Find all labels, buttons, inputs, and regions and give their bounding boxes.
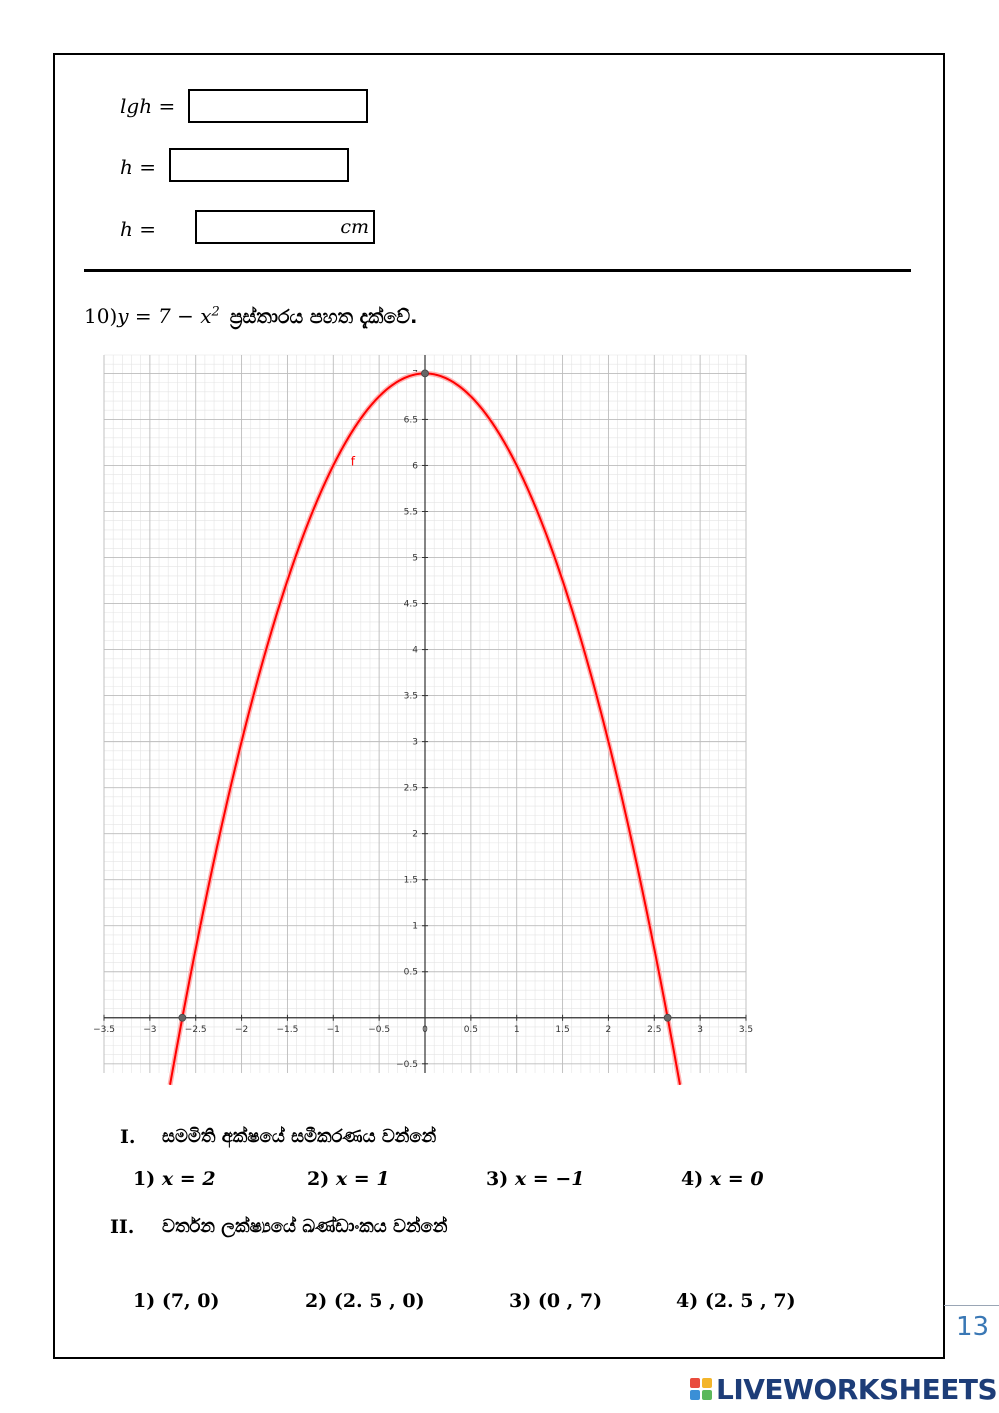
y-tick-label: 6.5 — [403, 415, 418, 426]
q1-option-1[interactable] — [133, 1168, 216, 1190]
x-tick-label: 0 — [422, 1024, 428, 1035]
liveworksheets-logo-icon — [690, 1378, 712, 1400]
graph-point — [179, 1014, 186, 1021]
y-tick-label: 3.5 — [403, 691, 418, 702]
y-tick-label: 2.5 — [403, 783, 418, 794]
option-number: 4) — [681, 1168, 704, 1190]
answer-label-h1: h = — [120, 155, 156, 179]
q2-option-1[interactable] — [133, 1290, 220, 1312]
y-tick-label: −0.5 — [396, 1059, 418, 1070]
option-value: x = 1 — [335, 1168, 390, 1190]
x-tick-label: −2 — [234, 1024, 249, 1035]
graph-point — [664, 1014, 671, 1021]
subquestion-1-numeral: I. — [120, 1126, 136, 1148]
x-tick-label: −1.5 — [276, 1024, 299, 1035]
q1-option-2[interactable] — [307, 1168, 390, 1190]
option-value: (2. 5 , 0) — [333, 1290, 425, 1312]
answer-box-h-cm[interactable] — [195, 210, 375, 244]
y-tick-label: 5.5 — [403, 507, 418, 518]
q1-option-3[interactable] — [486, 1168, 584, 1190]
x-tick-label: −2.5 — [184, 1024, 207, 1035]
liveworksheets-brand: LIVEWORKSHEETS — [716, 1373, 998, 1406]
option-number: 3) — [486, 1168, 509, 1190]
y-tick-label: 4 — [412, 645, 418, 656]
question-10-heading — [84, 304, 417, 328]
q2-option-2[interactable] — [305, 1290, 425, 1312]
answer-label-h2: h = — [120, 217, 156, 241]
option-value: (2. 5 , 7) — [704, 1290, 796, 1312]
y-tick-label: 1 — [412, 921, 418, 932]
question-exponent: 2 — [211, 304, 220, 320]
x-tick-label: −3 — [143, 1024, 157, 1035]
y-tick-label: 5 — [412, 553, 418, 564]
q1-option-4[interactable] — [681, 1168, 764, 1190]
page-number: 13 — [956, 1312, 990, 1342]
y-tick-label: 2 — [412, 829, 418, 840]
question-equation: y = 7 − x — [117, 304, 212, 328]
y-tick-label: 0.5 — [403, 967, 418, 978]
option-value: (0 , 7) — [537, 1290, 603, 1312]
x-tick-label: −3.5 — [93, 1024, 115, 1035]
answer-box-lgh[interactable] — [188, 89, 368, 123]
y-tick-label: 6 — [412, 461, 418, 472]
x-tick-label: −1 — [326, 1024, 340, 1035]
x-tick-label: 3 — [697, 1024, 704, 1035]
option-value: x = 2 — [161, 1168, 216, 1190]
curve-label: f — [350, 454, 355, 469]
subquestion-2-numeral: II. — [110, 1216, 135, 1238]
option-value: (7, 0) — [161, 1290, 220, 1312]
subquestion-1-text: සමමිති අක්ෂයේ සමීකරණය වන්නේ — [162, 1126, 437, 1147]
answer-label-lgh: lgh = — [120, 94, 176, 118]
section-divider — [84, 269, 911, 272]
unit-cm: cm — [340, 216, 369, 238]
page-number-box — [944, 1305, 999, 1351]
x-tick-label: 2.5 — [647, 1024, 662, 1035]
option-value: x = 0 — [709, 1168, 764, 1190]
option-number: 1) — [133, 1168, 156, 1190]
q2-option-4[interactable] — [676, 1290, 796, 1312]
option-value: x = −1 — [514, 1168, 585, 1190]
x-tick-label: 3.5 — [738, 1024, 754, 1035]
x-tick-label: −0.5 — [368, 1024, 391, 1035]
x-tick-label: 1 — [513, 1024, 520, 1035]
x-tick-label: 2 — [605, 1024, 612, 1035]
option-number: 2) — [305, 1290, 328, 1312]
question-number: 10) — [84, 304, 118, 328]
option-number: 2) — [307, 1168, 330, 1190]
y-tick-label: 1.5 — [403, 875, 418, 886]
q2-option-3[interactable] — [509, 1290, 602, 1312]
y-tick-label: 3 — [412, 737, 418, 748]
subquestion-2-text: වර්තන ලක්ෂ්‍යයේ ඛණ්ඩාංකය වන්නේ — [162, 1216, 448, 1237]
x-tick-label: 0.5 — [463, 1024, 479, 1035]
question-text: ප්‍රස්තාරය පහත දැක්වේ. — [229, 306, 418, 328]
option-number: 4) — [676, 1290, 699, 1312]
option-number: 3) — [509, 1290, 532, 1312]
parabola-graph — [93, 355, 754, 1073]
y-tick-label: 7 — [412, 369, 418, 380]
option-number: 1) — [133, 1290, 156, 1312]
y-tick-label: 4.5 — [403, 599, 418, 610]
answer-box-h1[interactable] — [169, 148, 349, 182]
graph-point — [422, 370, 429, 377]
x-tick-label: 1.5 — [555, 1024, 570, 1035]
